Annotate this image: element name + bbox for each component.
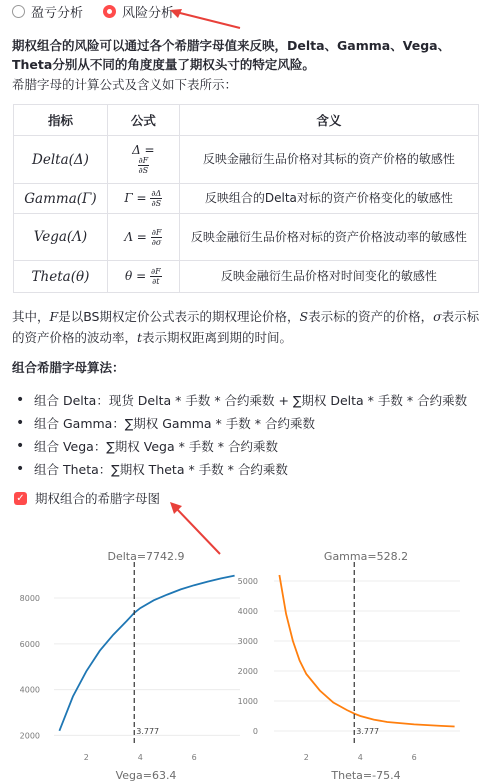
para-text: 表示标的资产的价格，	[308, 309, 434, 324]
symbol-cell: Gamma(Γ)	[14, 184, 108, 214]
symbol-cell: Theta(θ)	[14, 261, 108, 293]
x-tick-label: 2	[303, 753, 309, 762]
var-s: S	[299, 309, 309, 324]
fraction	[150, 267, 162, 286]
meaning-cell: 反映组合的Delta对标的资产价格变化的敏感性	[179, 184, 478, 214]
x-tick-label: 6	[411, 753, 417, 762]
delta-chart	[20, 562, 240, 762]
vline-label: 3.777	[136, 727, 160, 736]
para-text: 是以BS期权定价公式表示的期权理论价格，	[58, 309, 300, 324]
series-line	[279, 575, 454, 727]
y-tick-label: 8000	[19, 594, 40, 604]
fraction	[138, 156, 150, 175]
meaning-cell: 反映金融衍生品价格对标的资产价格波动率的敏感性	[179, 214, 478, 261]
formula-lhs: Δ =	[132, 143, 155, 157]
radio-circle-checked-icon	[103, 5, 116, 18]
fraction-denominator: ∂σ	[151, 237, 162, 247]
greek-letters-table	[13, 104, 479, 293]
formula-lhs: Γ =	[124, 191, 147, 205]
formula-cell	[107, 261, 179, 293]
series-line	[59, 576, 234, 731]
y-tick-label: 1000	[237, 697, 258, 706]
checkmark-icon: ✓	[14, 492, 27, 505]
fraction-denominator: ∂t	[152, 277, 160, 286]
para-text: 表示期权距离到期的时间。	[142, 330, 293, 345]
fraction-denominator: ∂S	[138, 166, 149, 175]
table-row	[14, 214, 479, 261]
radio-label-risk: 风险分析	[122, 6, 175, 21]
checkbox-label: 期权组合的希腊字母图	[35, 491, 161, 506]
var-t: t	[137, 330, 143, 345]
chart-title-gamma: Gamma=528.2	[323, 550, 409, 563]
formula-cell	[107, 136, 179, 184]
header-meaning: 含义	[179, 105, 478, 136]
x-tick-label: 4	[357, 753, 363, 762]
fraction	[150, 189, 162, 208]
formula-lhs: θ =	[125, 269, 147, 283]
radio-profit-loss[interactable]	[12, 2, 83, 21]
chart-title-delta: Delta=7742.9	[107, 550, 185, 563]
gamma-chart	[238, 562, 460, 762]
table-row	[14, 261, 479, 293]
x-tick-label: 4	[137, 753, 143, 762]
y-tick-label: 6000	[19, 639, 40, 649]
table-row	[14, 184, 479, 214]
greeks-chart-checkbox[interactable]	[14, 489, 160, 507]
chart-title-vega: Vega=63.4	[115, 769, 177, 782]
algo-list	[16, 388, 467, 480]
list-item: • 组合 Theta：∑期权 Theta * 手数 * 合约乘数	[16, 457, 467, 480]
intro-sub-text: 希腊字母的计算公式及含义如下表所示：	[12, 77, 238, 92]
x-tick-label: 2	[83, 753, 89, 762]
fraction-numerator: ∂F	[150, 267, 161, 276]
header-formula: 公式	[107, 105, 179, 136]
var-f: F	[49, 309, 59, 324]
list-item: • 组合 Gamma：∑期权 Gamma * 手数 * 合约乘数	[16, 411, 467, 434]
var-sigma: σ	[433, 309, 442, 324]
meaning-cell: 反映金融衍生品价格对其标的资产价格的敏感性	[179, 136, 478, 184]
formula-cell	[107, 214, 179, 261]
fraction-numerator: ∂Δ	[151, 189, 162, 198]
y-tick-label: 4000	[19, 685, 40, 695]
annotation-arrow-icon	[168, 6, 244, 32]
radio-label-profit-loss: 盈亏分析	[31, 6, 84, 21]
table-header-row	[14, 105, 479, 136]
radio-risk[interactable]	[103, 2, 174, 21]
algo-section-title: 组合希腊字母算法：	[12, 360, 125, 375]
formula-explanation	[12, 306, 482, 348]
fraction-numerator: ∂F	[138, 156, 149, 165]
y-tick-label: 2000	[237, 667, 258, 676]
fraction	[151, 228, 163, 247]
radio-circle-unchecked-icon	[12, 5, 25, 18]
x-tick-label: 6	[191, 753, 197, 762]
header-indicator: 指标	[14, 105, 108, 136]
y-tick-label: 5000	[237, 577, 258, 586]
list-item: • 组合 Delta：现货 Delta * 手数 * 合约乘数 + ∑期权 Delta * 手数 * 合约乘数	[16, 388, 467, 411]
chart-title-theta: Theta=-75.4	[331, 769, 401, 782]
list-item: • 组合 Vega：∑期权 Vega * 手数 * 合约乘数	[16, 434, 467, 457]
symbol-cell: Delta(Δ)	[14, 136, 108, 184]
greeks-charts	[0, 540, 487, 784]
intro-bold-text: 期权组合的风险可以通过各个希腊字母值来反映，Delta、Gamma、Vega、Theta分别从不同的角度度量了期权头寸的特定风险。	[12, 38, 451, 72]
meaning-cell: 反映金融衍生品价格对时间变化的敏感性	[179, 261, 478, 293]
vline-label: 3.777	[356, 727, 380, 736]
symbol-cell: Vega(Λ)	[14, 214, 108, 261]
fraction-denominator: ∂S	[151, 199, 162, 208]
table-row	[14, 136, 479, 184]
formula-cell	[107, 184, 179, 214]
analysis-mode-radio-group	[12, 2, 174, 21]
para-text: 其中，	[12, 309, 50, 324]
para-text: 表示标的资产价格的波动率，	[12, 309, 480, 345]
fraction-numerator: ∂F	[151, 227, 162, 237]
formula-lhs: Λ =	[124, 229, 147, 244]
y-tick-label: 0	[252, 727, 258, 736]
y-tick-label: 3000	[237, 637, 258, 646]
y-tick-label: 2000	[19, 731, 40, 741]
y-tick-label: 4000	[237, 607, 258, 616]
